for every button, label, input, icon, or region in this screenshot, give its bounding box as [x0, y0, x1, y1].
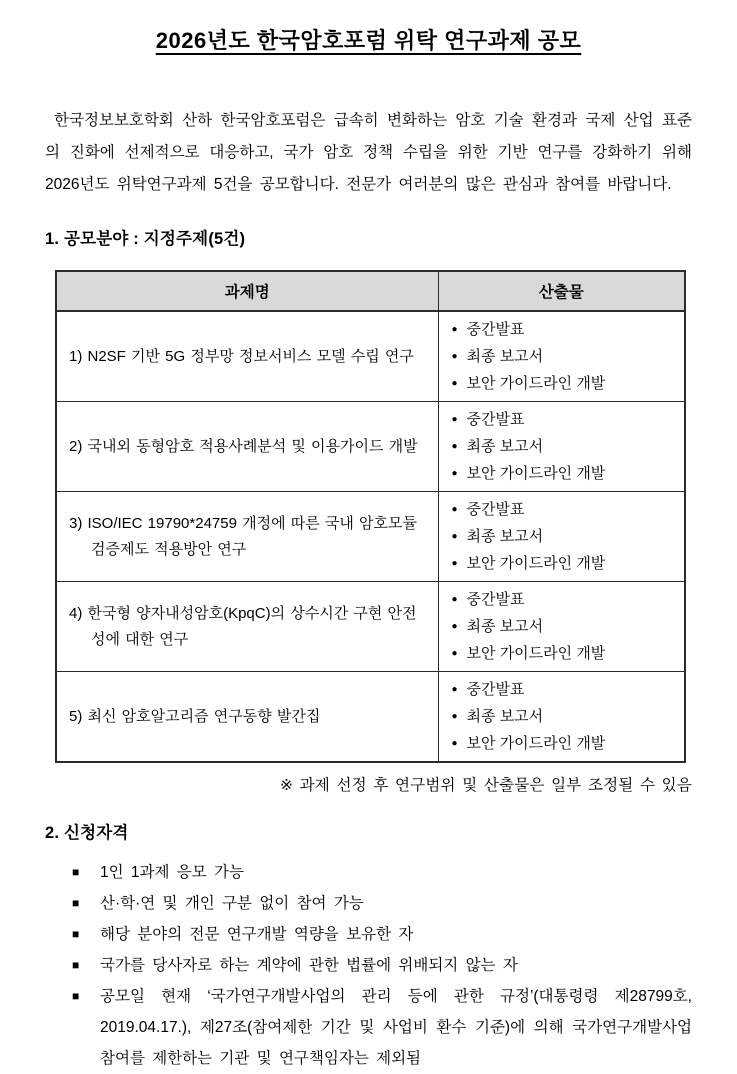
bullet-dot-icon: ● — [451, 594, 458, 605]
requirement-text: 1인 1과제 응모 가능 — [100, 864, 244, 881]
outputs-cell — [438, 311, 685, 402]
output-item: 최종 보고서 — [466, 528, 544, 545]
output-item: 최종 보고서 — [466, 438, 544, 455]
task-title-cell — [56, 492, 438, 582]
output-item: 보안 가이드라인 개발 — [466, 375, 606, 392]
outputs-cell — [438, 492, 685, 582]
bullet-square-icon: ■ — [72, 896, 80, 910]
table-row — [56, 311, 685, 402]
task-title: 2) 국내외 동형암호 적용사례분석 및 이용가이드 개발 — [69, 437, 418, 455]
bullet-dot-icon: ● — [451, 504, 458, 515]
bullet-square-icon: ■ — [72, 958, 80, 972]
outputs-cell — [438, 672, 685, 763]
table-row — [56, 402, 685, 492]
table-row — [56, 492, 685, 582]
requirement-item — [72, 919, 692, 950]
requirement-text: 국가를 당사자로 하는 계약에 관한 법률에 위배되지 않는 자 — [100, 957, 518, 974]
output-item: 최종 보고서 — [466, 618, 544, 635]
task-title: 5) 최신 암호알고리즘 연구동향 발간집 — [69, 707, 321, 725]
requirement-item — [72, 888, 692, 919]
task-title: 3) ISO/IEC 19790*24759 개정에 따른 국내 암호모듈 검증제도 적용방안 연구 — [69, 514, 418, 558]
table-row — [56, 672, 685, 763]
task-title: 1) N2SF 기반 5G 정부망 정보서비스 모델 수립 연구 — [69, 347, 414, 365]
output-item: 중간발표 — [466, 411, 525, 428]
page-title: 2026년도 한국암호포럼 위탁 연구과제 공모 — [155, 28, 582, 53]
bullet-dot-icon: ● — [451, 351, 458, 362]
table-row — [56, 582, 685, 672]
section1-heading: 1. 공모분야 : 지정주제(5건) — [45, 230, 246, 248]
requirement-item — [72, 857, 692, 888]
task-title-cell — [56, 672, 438, 763]
outputs-cell — [438, 402, 685, 492]
bullet-dot-icon: ● — [451, 558, 458, 569]
bullet-dot-icon: ● — [451, 738, 458, 749]
output-item: 보안 가이드라인 개발 — [466, 465, 606, 482]
requirement-item — [72, 950, 692, 981]
bullet-square-icon: ■ — [72, 927, 80, 941]
section2-heading: 2. 신청자격 — [45, 824, 129, 842]
bullet-dot-icon: ● — [451, 648, 458, 659]
bullet-dot-icon: ● — [451, 711, 458, 722]
outputs-cell — [438, 582, 685, 672]
topics-table — [55, 270, 686, 763]
task-title-cell — [56, 402, 438, 492]
bullet-dot-icon: ● — [451, 684, 458, 695]
bullet-square-icon: ■ — [72, 989, 80, 1003]
requirement-item — [72, 981, 692, 1074]
column-header-output: 산출물 — [438, 271, 685, 311]
requirement-text: 산·학·연 및 개인 구분 없이 참여 가능 — [100, 895, 364, 912]
bullet-dot-icon: ● — [451, 378, 458, 389]
output-item: 중간발표 — [466, 681, 525, 698]
bullet-dot-icon: ● — [451, 441, 458, 452]
output-item: 최종 보고서 — [466, 708, 544, 725]
table-note: ※ 과제 선정 후 연구범위 및 산출물은 일부 조정될 수 있음 — [279, 777, 692, 794]
bullet-dot-icon: ● — [451, 621, 458, 632]
column-header-task: 과제명 — [56, 271, 438, 311]
bullet-dot-icon: ● — [451, 468, 458, 479]
output-item: 보안 가이드라인 개발 — [466, 555, 606, 572]
output-item: 보안 가이드라인 개발 — [466, 645, 606, 662]
output-item: 중간발표 — [466, 321, 525, 338]
requirements-list — [72, 857, 692, 1074]
bullet-dot-icon: ● — [451, 324, 458, 335]
bullet-square-icon: ■ — [72, 865, 80, 879]
bullet-dot-icon: ● — [451, 531, 458, 542]
output-item: 중간발표 — [466, 501, 525, 518]
requirement-text: 공모일 현재 ‘국가연구개발사업의 관리 등에 관한 규정’(대통령령 제28799호, 2019.04.17.), 제27조(참여제한 기간 및 사업비 환수 기준)에 의해 국가연구개발사업 참여를 제한하는 기관 및 연구책임자는 제외됨 — [100, 988, 692, 1067]
task-title-cell — [56, 311, 438, 402]
requirement-text: 해당 분야의 전문 연구개발 역량을 보유한 자 — [100, 926, 414, 943]
task-title-cell — [56, 582, 438, 672]
table-header-row — [56, 271, 685, 311]
task-title: 4) 한국형 양자내성암호(KpqC)의 상수시간 구현 안전성에 대한 연구 — [69, 604, 417, 648]
output-item: 보안 가이드라인 개발 — [466, 735, 606, 752]
document-page — [0, 24, 737, 1068]
output-item: 중간발표 — [466, 591, 525, 608]
output-item: 최종 보고서 — [466, 348, 544, 365]
intro-paragraph: 한국정보보호학회 산하 한국암호포럼은 급속히 변화하는 암호 기술 환경과 국제 산업 표준의 진화에 선제적으로 대응하고, 국가 암호 정책 수립을 위한 기반 연구를 강화하기 위해 2026년도 위탁연구과제 5건을 공모합니다. 전문가 여러분의 많은 관심과 참여를 바랍니다. — [45, 112, 692, 193]
bullet-dot-icon: ● — [451, 414, 458, 425]
